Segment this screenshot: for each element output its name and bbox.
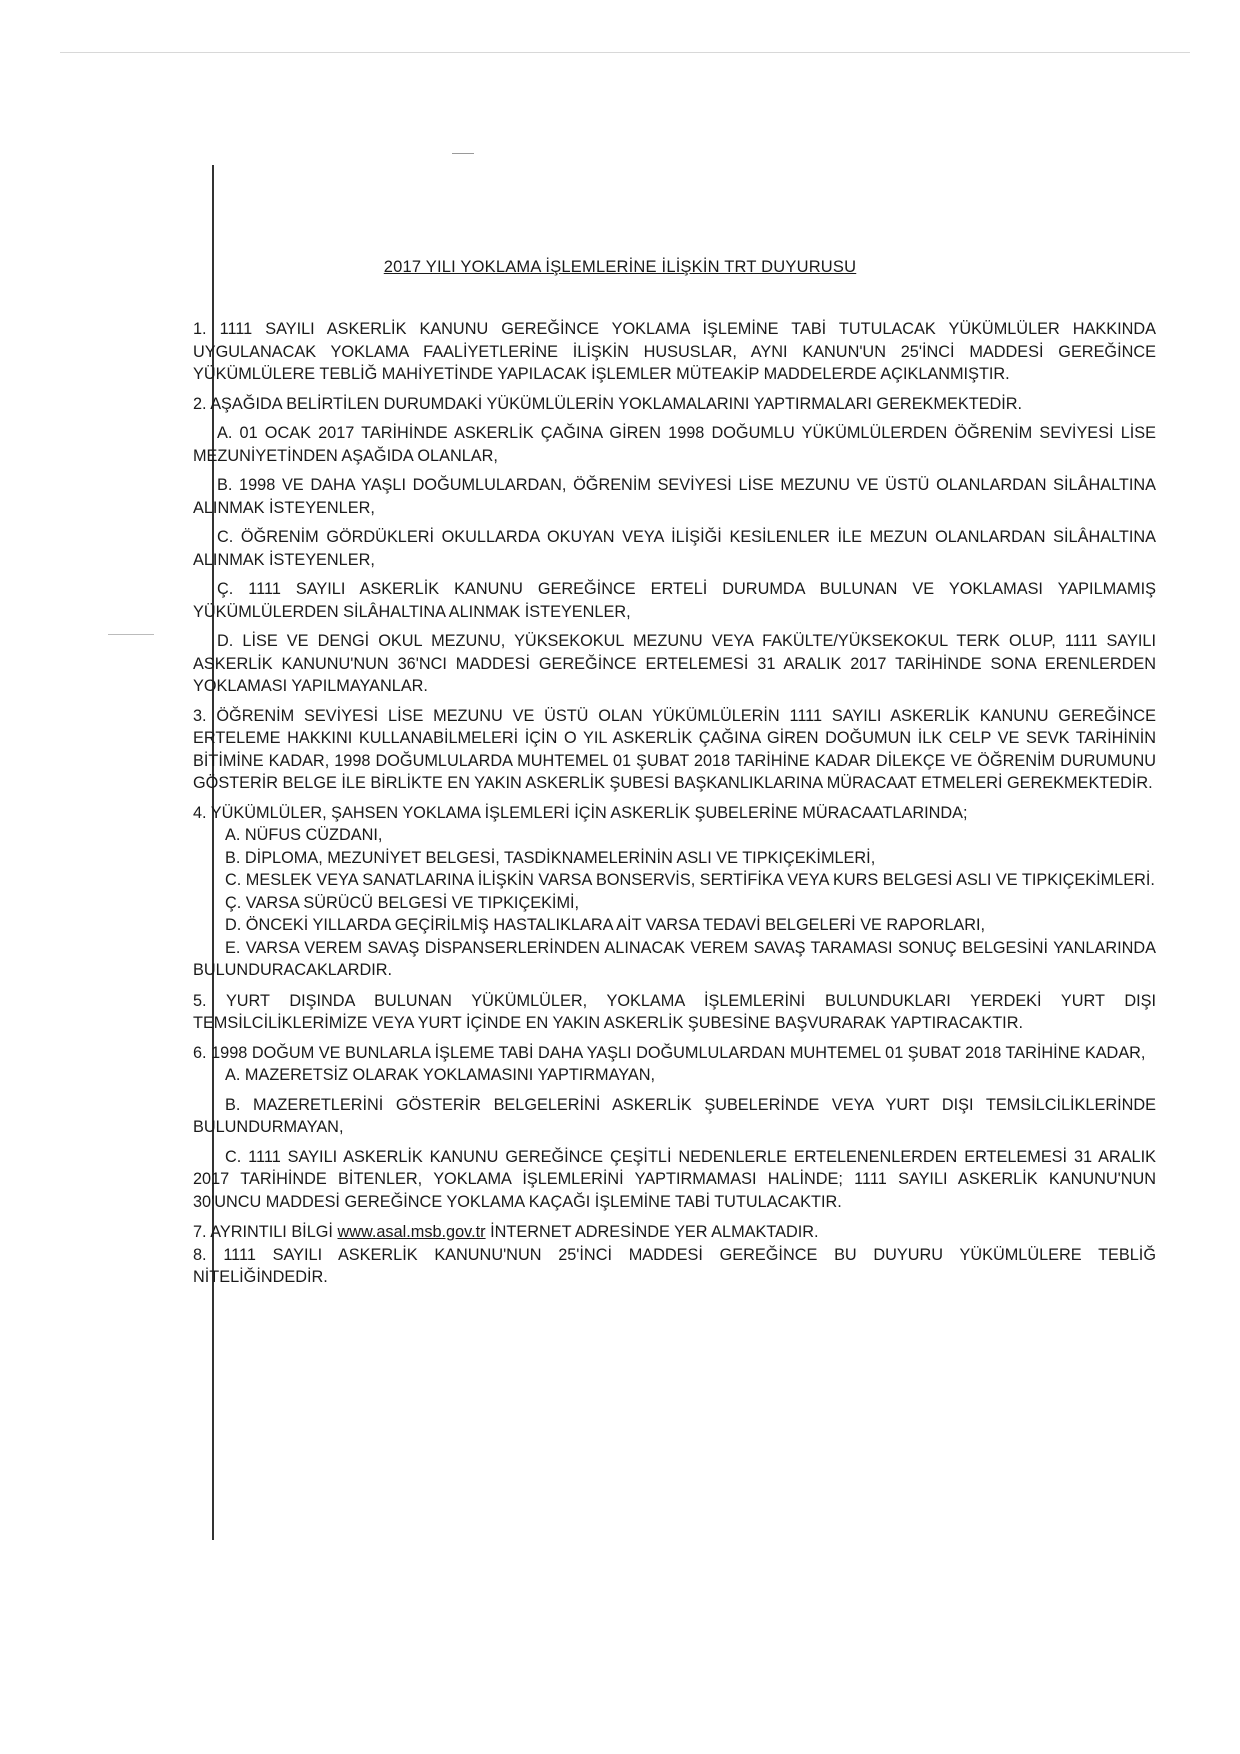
- scan-speck: [108, 634, 154, 635]
- scan-edge-line: [60, 52, 1190, 53]
- section-4-item-d: D. ÖNCEKİ YILLARDA GEÇİRİLMİŞ HASTALIKLARA AİT VARSA TEDAVİ BELGELERİ VE RAPORLARI,: [225, 916, 986, 934]
- section-4: [193, 802, 1156, 982]
- scan-speck: [452, 153, 474, 154]
- section-2-item-c: C. ÖĞRENİM GÖRDÜKLERİ OKULLARDA OKUYAN VEYA İLİŞİĞİ KESİLENLER İLE MEZUN OLANLARDAN SİLÂHALTINA ALINMAK İSTEYENLER,: [193, 528, 1156, 569]
- section-2-item-b: B. 1998 VE DAHA YAŞLI DOĞUMLULARDAN, ÖĞRENİM SEVİYESİ LİSE MEZUNU VE ÜSTÜ OLANLARDAN SİLÂHALTINA ALINMAK İSTEYENLER,: [193, 476, 1156, 517]
- section-7: [193, 1221, 1156, 1244]
- section-8: 8. 1111 SAYILI ASKERLİK KANUNU'NUN 25'İNCİ MADDESİ GEREĞİNCE BU DUYURU YÜKÜMLÜLERE TEBLİĞ NİTELİĞİNDEDİR.: [193, 1245, 1156, 1286]
- section-4-item-e: E. VARSA VEREM SAVAŞ DİSPANSERLERİNDEN ALINACAK VEREM SAVAŞ TARAMASI SONUÇ BELGESİNİ YANLARINDA BULUNDURACAKLARDIR.: [193, 938, 1156, 979]
- section-3: 3. ÖĞRENİM SEVİYESİ LİSE MEZUNU VE ÜSTÜ OLAN YÜKÜMLÜLERİN 1111 SAYILI ASKERLİK KANUNU GEREĞİNCE ERTELEME HAKKINI KULLANABİLMELERİ İÇİN O YIL ASKERLİK ÇAĞINA GİREN DOĞUMUN İLK CELP VE SEVK TARİHİNİN BİTİMİNE KADAR, 1998 DOĞUMLULARDA MUHTEMEL 01 ŞUBAT 2018 TARİHİNE KADAR DİLEKÇE VE ÖĞRENİM DURUMUNU GÖSTERİR BELGE İLE BİRLİKTE EN YAKIN ASKERLİK ŞUBESİ BAŞKANLIKLARINA MÜRACAAT ETMELERİ GEREKMEKTEDİR.: [193, 706, 1156, 792]
- section-2-item-a: A. 01 OCAK 2017 TARİHİNDE ASKERLİK ÇAĞINA GİREN 1998 DOĞUMLU YÜKÜMLÜLERDEN ÖĞRENİM SEVİYESİ LİSE MEZUNİYETİNDEN AŞAĞIDA OLANLAR,: [193, 424, 1156, 465]
- section-2-item-d: D. LİSE VE DENGİ OKUL MEZUNU, YÜKSEKOKUL MEZUNU VEYA FAKÜLTE/YÜKSEKOKUL TERK OLUP, 1111 SAYILI ASKERLİK KANUNU'NUN 36'NCI MADDESİ GEREĞİNCE ERTELEMESİ 31 ARALIK 2017 TARİHİNDE SONA ERENLERDEN YOKLAMASI YAPILMAYANLAR.: [193, 632, 1156, 695]
- section-4-intro: 4. YÜKÜMLÜLER, ŞAHSEN YOKLAMA İŞLEMLERİ İÇİN ASKERLİK ŞUBELERİNE MÜRACAATLARINDA;: [193, 803, 968, 822]
- section-6-intro: 6. 1998 DOĞUM VE BUNLARLA İŞLEME TABİ DAHA YAŞLI DOĞUMLULARDAN MUHTEMEL 01 ŞUBAT 2018 TARİHİNE KADAR,: [193, 1043, 1146, 1062]
- section-6: [193, 1042, 1156, 1214]
- section-4-item-c: C. MESLEK VEYA SANATLARINA İLİŞKİN VARSA BONSERVİS, SERTİFİKA VEYA KURS BELGESİ ASLI VE TIPKIÇEKİMLERİ.: [225, 871, 1155, 889]
- section-4-item-b: B. DİPLOMA, MEZUNİYET BELGESİ, TASDİKNAMELERİNİN ASLI VE TIPKIÇEKİMLERİ,: [225, 848, 876, 867]
- section-4-item-a: A. NÜFUS CÜZDANI,: [225, 826, 383, 844]
- website-link[interactable]: www.asal.msb.gov.tr: [337, 1223, 486, 1241]
- section-6-item-c: C. 1111 SAYILI ASKERLİK KANUNU GEREĞİNCE ÇEŞİTLİ NEDENLERLE ERTELENENLERDEN ERTELEMESİ 31 ARALIK 2017 TARİHİNDE BİTENLER, YOKLAMA İŞLEMLERİNİ YAPTIRMAMASI HALİNDE; 1111 SAYILI ASKERLİK KANUNU'NUN 30'UNCU MADDESİ GEREĞİNCE YOKLAMA KAÇAĞI İŞLEMİNE TABİ TUTULACAKTIR.: [193, 1147, 1156, 1211]
- section-2-item-c-cedilla: Ç. 1111 SAYILI ASKERLİK KANUNU GEREĞİNCE ERTELİ DURUMDA BULUNAN VE YOKLAMASI YAPILMAMIŞ YÜKÜMLÜLERDEN SİLÂHALTINA ALINMAK İSTEYENLER,: [193, 580, 1156, 621]
- document-body: [193, 318, 1156, 1296]
- section-7-suffix: İNTERNET ADRESİNDE YER ALMAKTADIR.: [490, 1223, 819, 1241]
- section-1: 1. 1111 SAYILI ASKERLİK KANUNU GEREĞİNCE YOKLAMA İŞLEMİNE TABİ TUTULACAK YÜKÜMLÜLER HAKKINDA UYGULANACAK YOKLAMA FAALİYETLERİNE İLİŞKİN HUSUSLAR, AYNI KANUN'UN 25'İNCİ MADDESİ GEREĞİNCE YÜKÜMLÜLERE TEBLİĞ MAHİYETİNDE YAPILACAK İŞLEMLER MÜTEAKİP MADDELERDE AÇIKLANMIŞTIR.: [193, 320, 1156, 383]
- section-6-item-b: B. MAZERETLERİNİ GÖSTERİR BELGELERİNİ ASKERLİK ŞUBELERİNDE VEYA YURT DIŞI TEMSİLCİLİKLERİNDE BULUNDURMAYAN,: [193, 1095, 1156, 1136]
- section-4-item-c-cedilla: Ç. VARSA SÜRÜCÜ BELGESİ VE TIPKIÇEKİMİ,: [225, 893, 580, 912]
- section-7-prefix: 7. AYRINTILI BİLGİ: [193, 1223, 333, 1241]
- document-title: 2017 YILI YOKLAMA İŞLEMLERİNE İLİŞKİN TRT DUYURUSU: [383, 258, 857, 276]
- section-2: 2. AŞAĞIDA BELİRTİLEN DURUMDAKİ YÜKÜMLÜLERİN YOKLAMALARINI YAPTIRMALARI GEREKMEKTEDİR.: [193, 394, 1023, 413]
- section-5: 5. YURT DIŞINDA BULUNAN YÜKÜMLÜLER, YOKLAMA İŞLEMLERİNİ BULUNDUKLARI YERDEKİ YURT DIŞI TEMSİLCİLİKLERİMİZE VEYA YURT İÇİNDE EN YAKIN ASKERLİK ŞUBESİNE BAŞVURARAK YAPTIRACAKTIR.: [193, 991, 1156, 1032]
- section-6-item-a: A. MAZERETSİZ OLARAK YOKLAMASINI YAPTIRMAYAN,: [225, 1066, 656, 1084]
